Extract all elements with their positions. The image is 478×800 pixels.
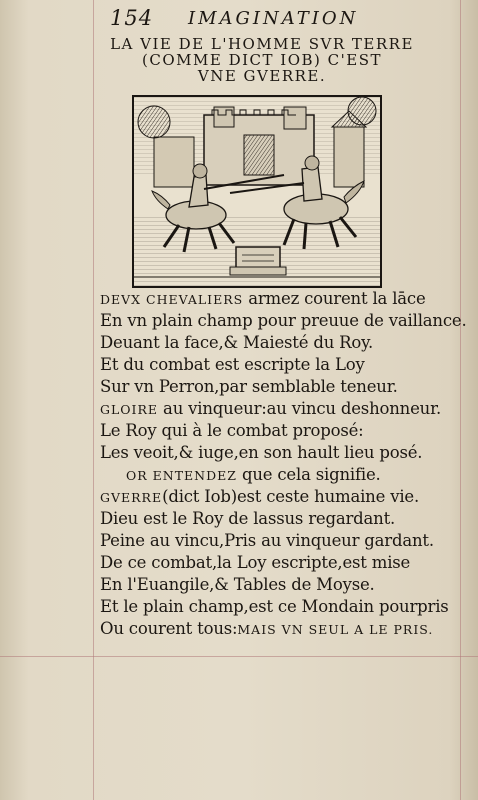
page-margin-line-bottom bbox=[0, 656, 478, 657]
poem-line: Deuant la face,& Maiesté du Roy. bbox=[100, 333, 374, 352]
poem-line: Ou courent tous:MAIS VN SEUL A LE PRIS. bbox=[100, 619, 434, 638]
poem-line: OR ENTENDEZ que cela signifie. bbox=[126, 465, 381, 484]
poem-line: Les veoit,& iuge,en son hault lieu posé. bbox=[100, 443, 423, 462]
poem-line: GLOIRE au vinqueur:au vincu deshonneur. bbox=[100, 399, 441, 418]
poem-line: En l'Euangile,& Tables de Moyse. bbox=[100, 575, 375, 594]
poem-line: Peine au vincu,Pris au vinqueur gardant. bbox=[100, 531, 434, 550]
poem-line: Dieu est le Roy de lassus regardant. bbox=[100, 509, 396, 528]
poem-line: Et le plain champ,est ce Mondain pourpris bbox=[100, 597, 449, 616]
poem-line: Sur vn Perron,par semblable teneur. bbox=[100, 377, 398, 396]
emblem-title bbox=[96, 36, 428, 84]
poem-line: Et du combat est escripte la Loy bbox=[100, 355, 365, 374]
poem-line: De ce combat,la Loy escripte,est mise bbox=[100, 553, 411, 572]
woodcut-jousting-knights-illustration bbox=[132, 95, 382, 288]
title-line-1: LA VIE DE L'HOMME SVR TERRE bbox=[110, 35, 414, 53]
poem-line: En vn plain champ pour preuue de vaillance. bbox=[100, 311, 467, 330]
poem-line: GVERRE(dict Iob)est ceste humaine vie. bbox=[100, 487, 420, 506]
poem-line: DEVX CHEVALIERS armez courent la lāce bbox=[100, 289, 426, 308]
title-line-3: VNE GVERRE. bbox=[197, 67, 327, 85]
page-number: 154 bbox=[110, 6, 154, 30]
page-header bbox=[100, 6, 460, 32]
page-margin-line-right bbox=[460, 0, 461, 800]
poem-text bbox=[100, 288, 467, 640]
poem-line: Le Roy qui à le combat proposé: bbox=[100, 421, 364, 440]
running-head: IMAGINATION bbox=[188, 8, 359, 29]
title-line-2: (COMME DICT IOB) C'EST bbox=[142, 51, 382, 69]
page-margin-line-left bbox=[93, 0, 94, 800]
